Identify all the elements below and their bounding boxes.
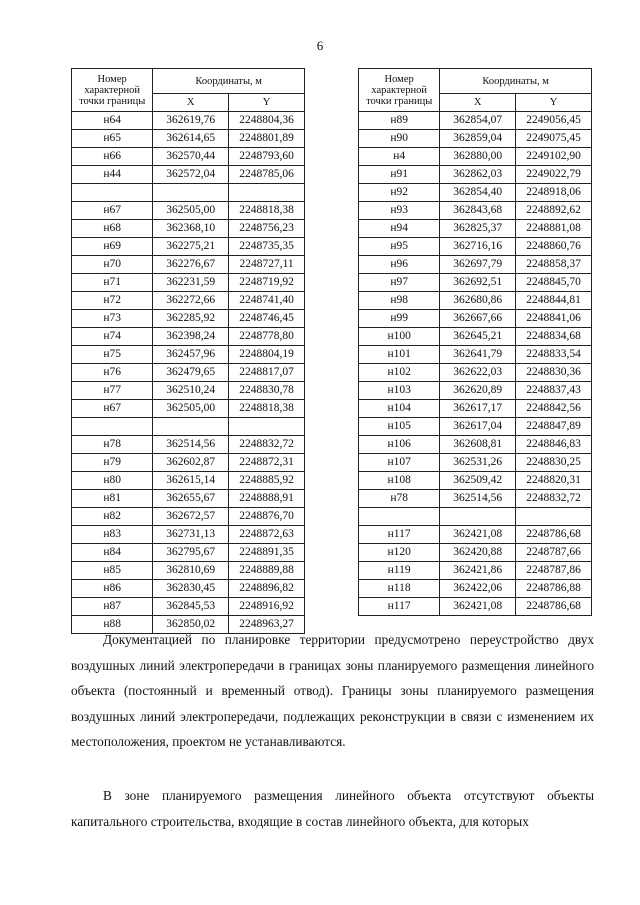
x-coordinate-cell: 362795,67 (153, 544, 229, 562)
table-row (72, 184, 305, 202)
point-number-cell: н101 (359, 346, 440, 364)
y-coordinate-cell: 2248785,06 (229, 166, 305, 184)
point-number-cell: н44 (72, 166, 153, 184)
point-number-cell: н85 (72, 562, 153, 580)
x-coordinate-cell: 362510,24 (153, 382, 229, 400)
x-coordinate-cell: 362617,17 (440, 400, 516, 418)
y-coordinate-cell: 2248778,80 (229, 328, 305, 346)
x-coordinate-cell: 362570,44 (153, 148, 229, 166)
table-row (359, 130, 592, 148)
x-coordinate-cell: 362622,03 (440, 364, 516, 382)
table-row (72, 418, 305, 436)
y-coordinate-cell: 2248872,63 (229, 526, 305, 544)
header-point-number: Номер характерной точки границы (359, 69, 440, 112)
table-row (359, 292, 592, 310)
point-number-cell: н69 (72, 238, 153, 256)
table-row (72, 454, 305, 472)
header-point-number: Номер характерной точки границы (72, 69, 153, 112)
y-coordinate-cell: 2248818,38 (229, 400, 305, 418)
x-coordinate-cell: 362514,56 (440, 490, 516, 508)
table-row (72, 130, 305, 148)
point-number-cell: н79 (72, 454, 153, 472)
point-number-cell: н96 (359, 256, 440, 274)
header-coordinates: Координаты, м (440, 69, 592, 94)
x-coordinate-cell: 362231,59 (153, 274, 229, 292)
table-row (359, 220, 592, 238)
point-number-cell: н107 (359, 454, 440, 472)
table-row (359, 490, 592, 508)
x-coordinate-cell: 362398,24 (153, 328, 229, 346)
table-row (359, 508, 592, 526)
x-coordinate-cell: 362672,57 (153, 508, 229, 526)
x-coordinate-cell: 362276,67 (153, 256, 229, 274)
point-number-cell: н80 (72, 472, 153, 490)
point-number-cell: н4 (359, 148, 440, 166)
y-coordinate-cell: 2248876,70 (229, 508, 305, 526)
y-coordinate-cell: 2248847,89 (516, 418, 592, 436)
point-number-cell: н118 (359, 580, 440, 598)
x-coordinate-cell: 362505,00 (153, 400, 229, 418)
x-coordinate-cell: 362619,76 (153, 112, 229, 130)
x-coordinate-cell: 362667,66 (440, 310, 516, 328)
point-number-cell (359, 508, 440, 526)
header-y: Y (516, 94, 592, 112)
y-coordinate-cell: 2248735,35 (229, 238, 305, 256)
x-coordinate-cell: 362420,88 (440, 544, 516, 562)
table-row (359, 472, 592, 490)
y-coordinate-cell: 2248858,37 (516, 256, 592, 274)
y-coordinate-cell: 2248787,66 (516, 544, 592, 562)
y-coordinate-cell: 2248818,38 (229, 202, 305, 220)
table-row (72, 202, 305, 220)
table-row (72, 238, 305, 256)
y-coordinate-cell: 2249075,45 (516, 130, 592, 148)
point-number-cell: н65 (72, 130, 153, 148)
x-coordinate-cell: 362285,92 (153, 310, 229, 328)
table-row (72, 274, 305, 292)
point-number-cell: н77 (72, 382, 153, 400)
body-paragraph-2 (71, 783, 594, 834)
x-coordinate-cell: 362854,07 (440, 112, 516, 130)
x-coordinate-cell: 362602,87 (153, 454, 229, 472)
point-number-cell: н120 (359, 544, 440, 562)
y-coordinate-cell: 2248845,70 (516, 274, 592, 292)
table-row (72, 400, 305, 418)
x-coordinate-cell: 362859,04 (440, 130, 516, 148)
y-coordinate-cell: 2248860,76 (516, 238, 592, 256)
x-coordinate-cell: 362421,08 (440, 526, 516, 544)
point-number-cell: н86 (72, 580, 153, 598)
x-coordinate-cell: 362479,65 (153, 364, 229, 382)
y-coordinate-cell: 2248719,92 (229, 274, 305, 292)
y-coordinate-cell: 2249056,45 (516, 112, 592, 130)
y-coordinate-cell: 2248832,72 (229, 436, 305, 454)
point-number-cell: н74 (72, 328, 153, 346)
point-number-cell: н87 (72, 598, 153, 616)
paragraph-text: В зоне планируемого размещения линейного объекта отсутствуют объекты капитального строительства, входящие в состав линейного объекта, для которых (71, 788, 594, 829)
point-number-cell: н67 (72, 202, 153, 220)
table-row (72, 220, 305, 238)
table-row (359, 382, 592, 400)
body-paragraph-1 (71, 627, 594, 755)
table-row (72, 166, 305, 184)
x-coordinate-cell: 362422,06 (440, 580, 516, 598)
table-row (359, 436, 592, 454)
point-number-cell: н88 (72, 616, 153, 634)
point-number-cell: н103 (359, 382, 440, 400)
point-number-cell: н73 (72, 310, 153, 328)
y-coordinate-cell (229, 184, 305, 202)
x-coordinate-cell: 362620,89 (440, 382, 516, 400)
y-coordinate-cell: 2248918,06 (516, 184, 592, 202)
table-row (72, 292, 305, 310)
point-number-cell: н68 (72, 220, 153, 238)
y-coordinate-cell: 2248787,86 (516, 562, 592, 580)
table-row (359, 400, 592, 418)
x-coordinate-cell (440, 508, 516, 526)
x-coordinate-cell: 362275,21 (153, 238, 229, 256)
x-coordinate-cell: 362457,96 (153, 346, 229, 364)
table-row (359, 328, 592, 346)
table-row (72, 562, 305, 580)
point-number-cell: н82 (72, 508, 153, 526)
x-coordinate-cell: 362368,10 (153, 220, 229, 238)
header-y: Y (229, 94, 305, 112)
table-row (72, 526, 305, 544)
table-row (72, 346, 305, 364)
header-x: X (153, 94, 229, 112)
y-coordinate-cell: 2248804,19 (229, 346, 305, 364)
point-number-cell: н72 (72, 292, 153, 310)
y-coordinate-cell: 2248817,07 (229, 364, 305, 382)
x-coordinate-cell: 362830,45 (153, 580, 229, 598)
point-number-cell: н89 (359, 112, 440, 130)
x-coordinate-cell: 362854,40 (440, 184, 516, 202)
table-row (72, 544, 305, 562)
y-coordinate-cell: 2248891,35 (229, 544, 305, 562)
y-coordinate-cell: 2249022,79 (516, 166, 592, 184)
table-row (72, 310, 305, 328)
y-coordinate-cell: 2248837,43 (516, 382, 592, 400)
point-number-cell (72, 184, 153, 202)
x-coordinate-cell (153, 418, 229, 436)
x-coordinate-cell: 362825,37 (440, 220, 516, 238)
x-coordinate-cell: 362692,51 (440, 274, 516, 292)
point-number-cell: н117 (359, 526, 440, 544)
y-coordinate-cell: 2248842,56 (516, 400, 592, 418)
table-row (359, 454, 592, 472)
y-coordinate-cell: 2248786,88 (516, 580, 592, 598)
header-coordinates: Координаты, м (153, 69, 305, 94)
point-number-cell: н98 (359, 292, 440, 310)
table-row (359, 256, 592, 274)
point-number-cell: н78 (72, 436, 153, 454)
y-coordinate-cell: 2248916,92 (229, 598, 305, 616)
y-coordinate-cell (516, 508, 592, 526)
point-number-cell: н90 (359, 130, 440, 148)
x-coordinate-cell: 362572,04 (153, 166, 229, 184)
x-coordinate-cell: 362810,69 (153, 562, 229, 580)
y-coordinate-cell: 2248963,27 (229, 616, 305, 634)
y-coordinate-cell: 2248846,83 (516, 436, 592, 454)
y-coordinate-cell (229, 418, 305, 436)
x-coordinate-cell: 362880,00 (440, 148, 516, 166)
point-number-cell: н93 (359, 202, 440, 220)
x-coordinate-cell: 362641,79 (440, 346, 516, 364)
point-number-cell: н71 (72, 274, 153, 292)
x-coordinate-cell: 362655,67 (153, 490, 229, 508)
y-coordinate-cell: 2249102,90 (516, 148, 592, 166)
point-number-cell: н99 (359, 310, 440, 328)
table-row (72, 364, 305, 382)
table-row (359, 184, 592, 202)
y-coordinate-cell: 2248830,78 (229, 382, 305, 400)
table-row (359, 346, 592, 364)
table-row (72, 472, 305, 490)
y-coordinate-cell: 2248786,68 (516, 598, 592, 616)
table-row (72, 598, 305, 616)
table-row (72, 112, 305, 130)
y-coordinate-cell: 2248844,81 (516, 292, 592, 310)
header-x: X (440, 94, 516, 112)
point-number-cell: н105 (359, 418, 440, 436)
table-row (72, 328, 305, 346)
y-coordinate-cell: 2248830,25 (516, 454, 592, 472)
table-row (72, 256, 305, 274)
x-coordinate-cell: 362608,81 (440, 436, 516, 454)
x-coordinate-cell: 362716,16 (440, 238, 516, 256)
y-coordinate-cell: 2248746,45 (229, 310, 305, 328)
y-coordinate-cell: 2248885,92 (229, 472, 305, 490)
x-coordinate-cell: 362850,02 (153, 616, 229, 634)
table-row (359, 148, 592, 166)
point-number-cell: н76 (72, 364, 153, 382)
y-coordinate-cell: 2248881,08 (516, 220, 592, 238)
x-coordinate-cell: 362505,00 (153, 202, 229, 220)
point-number-cell: н104 (359, 400, 440, 418)
point-number-cell: н66 (72, 148, 153, 166)
point-number-cell (72, 418, 153, 436)
table-row (72, 580, 305, 598)
point-number-cell: н91 (359, 166, 440, 184)
point-number-cell: н81 (72, 490, 153, 508)
table-row (359, 580, 592, 598)
y-coordinate-cell: 2248841,06 (516, 310, 592, 328)
x-coordinate-cell: 362421,08 (440, 598, 516, 616)
table-row (359, 526, 592, 544)
point-number-cell: н84 (72, 544, 153, 562)
y-coordinate-cell: 2248832,72 (516, 490, 592, 508)
coordinates-table-right (358, 68, 592, 616)
y-coordinate-cell: 2248889,88 (229, 562, 305, 580)
point-number-cell: н106 (359, 436, 440, 454)
x-coordinate-cell (153, 184, 229, 202)
table-row (359, 166, 592, 184)
table-row (72, 508, 305, 526)
y-coordinate-cell: 2248741,40 (229, 292, 305, 310)
x-coordinate-cell: 362843,68 (440, 202, 516, 220)
y-coordinate-cell: 2248820,31 (516, 472, 592, 490)
point-number-cell: н117 (359, 598, 440, 616)
table-row (72, 490, 305, 508)
point-number-cell: н100 (359, 328, 440, 346)
x-coordinate-cell: 362514,56 (153, 436, 229, 454)
y-coordinate-cell: 2248804,36 (229, 112, 305, 130)
y-coordinate-cell: 2248896,82 (229, 580, 305, 598)
table-row (359, 112, 592, 130)
x-coordinate-cell: 362509,42 (440, 472, 516, 490)
point-number-cell: н97 (359, 274, 440, 292)
y-coordinate-cell: 2248786,68 (516, 526, 592, 544)
x-coordinate-cell: 362645,21 (440, 328, 516, 346)
y-coordinate-cell: 2248756,23 (229, 220, 305, 238)
table-row (359, 562, 592, 580)
table-row (72, 382, 305, 400)
table-row (359, 238, 592, 256)
point-number-cell: н94 (359, 220, 440, 238)
point-number-cell: н92 (359, 184, 440, 202)
point-number-cell: н95 (359, 238, 440, 256)
point-number-cell: н102 (359, 364, 440, 382)
x-coordinate-cell: 362617,04 (440, 418, 516, 436)
y-coordinate-cell: 2248892,62 (516, 202, 592, 220)
y-coordinate-cell: 2248793,60 (229, 148, 305, 166)
y-coordinate-cell: 2248872,31 (229, 454, 305, 472)
y-coordinate-cell: 2248830,36 (516, 364, 592, 382)
coordinates-table-left (71, 68, 305, 634)
table-row (359, 202, 592, 220)
y-coordinate-cell: 2248834,68 (516, 328, 592, 346)
point-number-cell: н78 (359, 490, 440, 508)
table-row (359, 544, 592, 562)
x-coordinate-cell: 362697,79 (440, 256, 516, 274)
table-row (359, 274, 592, 292)
point-number-cell: н108 (359, 472, 440, 490)
table-row (72, 436, 305, 454)
point-number-cell: н83 (72, 526, 153, 544)
point-number-cell: н64 (72, 112, 153, 130)
x-coordinate-cell: 362421,86 (440, 562, 516, 580)
x-coordinate-cell: 362680,86 (440, 292, 516, 310)
page-number: 6 (316, 38, 324, 53)
table-row (72, 148, 305, 166)
x-coordinate-cell: 362615,14 (153, 472, 229, 490)
table-row (359, 310, 592, 328)
point-number-cell: н67 (72, 400, 153, 418)
point-number-cell: н75 (72, 346, 153, 364)
x-coordinate-cell: 362845,53 (153, 598, 229, 616)
table-row (359, 598, 592, 616)
table-row (359, 364, 592, 382)
x-coordinate-cell: 362862,03 (440, 166, 516, 184)
table-body-right (359, 112, 592, 616)
paragraph-text: Документацией по планировке территории предусмотрено переустройство двух воздушных линий электропередачи в границах зоны планируемого размещения линейного объекта (постоянный и временный отвод). Границы зоны планируемого размещения воздушных линий электропередачи, подлежащих реконструкции в связи с изменением их местоположения, проектом не устанавливаются. (71, 632, 594, 749)
x-coordinate-cell: 362731,13 (153, 526, 229, 544)
table-body-left (72, 112, 305, 634)
y-coordinate-cell: 2248801,89 (229, 130, 305, 148)
y-coordinate-cell: 2248888,91 (229, 490, 305, 508)
point-number-cell: н70 (72, 256, 153, 274)
y-coordinate-cell: 2248833,54 (516, 346, 592, 364)
x-coordinate-cell: 362531,26 (440, 454, 516, 472)
y-coordinate-cell: 2248727,11 (229, 256, 305, 274)
x-coordinate-cell: 362614,65 (153, 130, 229, 148)
table-row (359, 418, 592, 436)
x-coordinate-cell: 362272,66 (153, 292, 229, 310)
point-number-cell: н119 (359, 562, 440, 580)
